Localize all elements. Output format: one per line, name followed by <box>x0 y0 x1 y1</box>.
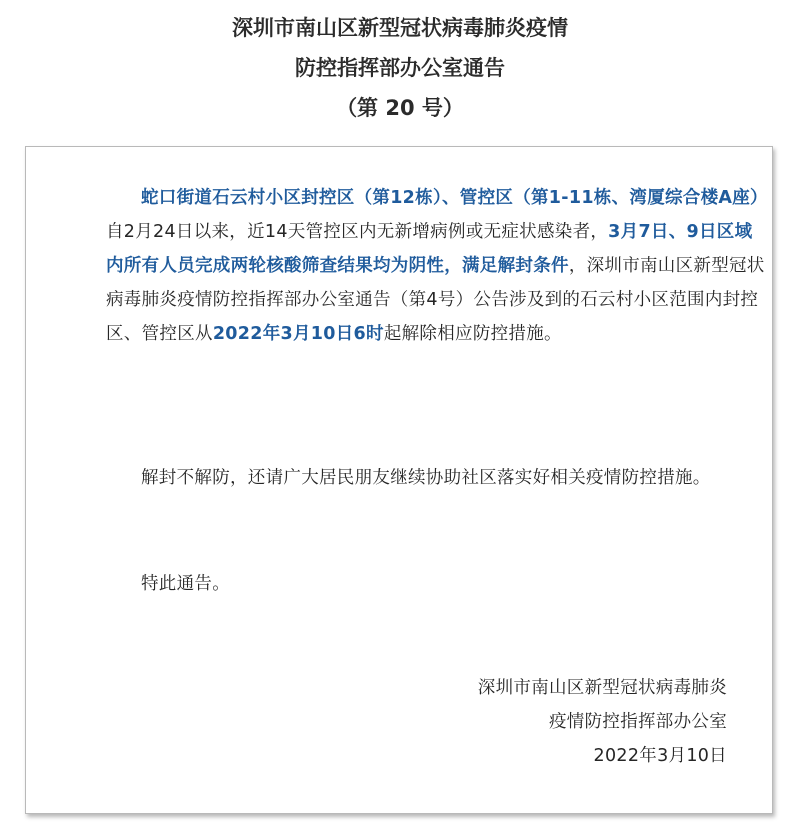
notice-box <box>25 146 773 814</box>
paragraph-1-text-b: ，深圳市南山区新型冠状病毒肺炎疫情防控指挥部办公室通告（第4号）公告涉及到的石云村小区范围内封控区、管控区从 <box>106 256 765 344</box>
title-line-1: 深圳市南山区新型冠状病毒肺炎疫情 <box>232 16 568 40</box>
paragraph-3: 特此通告。 <box>141 574 230 594</box>
paragraph-2: 解封不解防，还请广大居民朋友继续协助社区落实好相关疫情防控措施。 <box>141 468 711 488</box>
signature-org-line-2: 疫情防控指挥部办公室 <box>549 712 727 732</box>
highlight-test-result: 3月7日、9日区域内所有人员完成两轮核酸筛查结果均为阴性，满足解封条件 <box>106 222 753 276</box>
notice-title <box>0 8 800 128</box>
highlight-date-time: 2022年3月10日6时 <box>212 324 384 344</box>
paragraph-1-text-c: 起解除相应防控措施。 <box>383 324 562 344</box>
highlight-area: 蛇口街道石云村小区封控区（第12栋）、管控区（第1-11栋、湾厦综合楼A座） <box>141 188 768 208</box>
signature-org-line-1: 深圳市南山区新型冠状病毒肺炎 <box>477 678 727 698</box>
signature-block <box>478 671 727 773</box>
notice-number: （第 20 号） <box>336 96 464 120</box>
paragraph-1-text-a: 自2月24日以来，近14天管控区内无新增病例或无症状感染者， <box>106 222 609 242</box>
signature-date: 2022年3月10日 <box>593 746 727 766</box>
title-line-2: 防控指挥部办公室通告 <box>295 56 505 80</box>
paragraph-1 <box>106 181 766 351</box>
